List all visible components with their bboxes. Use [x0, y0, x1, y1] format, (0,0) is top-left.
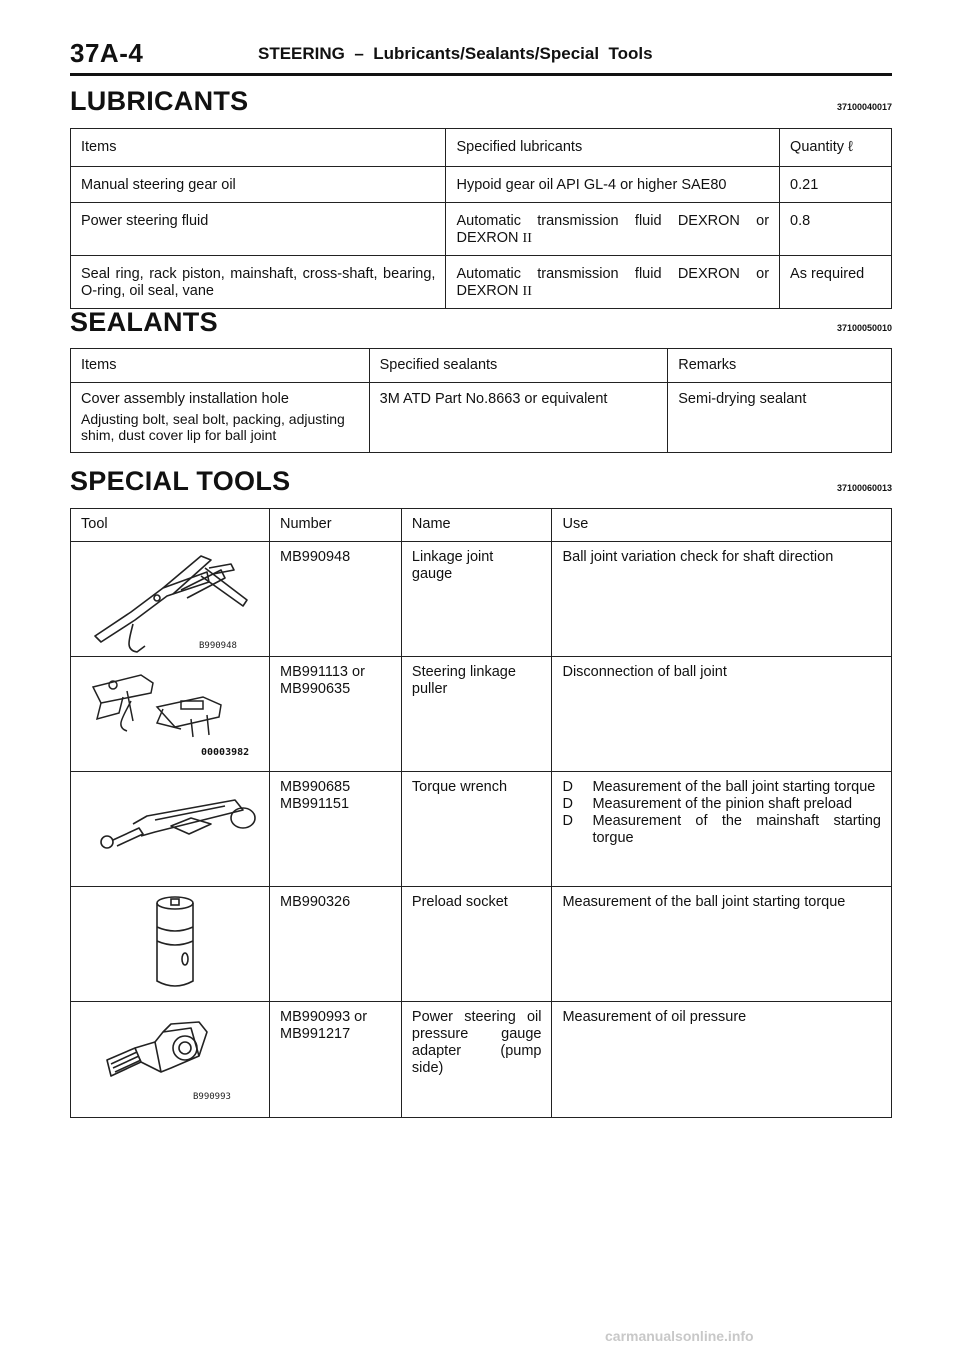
special-tools-table — [70, 508, 892, 1118]
linkage-joint-gauge-icon — [71, 542, 269, 656]
bullet-icon: D — [562, 779, 573, 795]
table-row — [71, 657, 892, 772]
lubricants-code: 37100040017 — [836, 102, 892, 112]
lub-spec: Hypoid gear oil API GL-4 or higher SAE80 — [446, 167, 780, 203]
tool-image-cell — [71, 887, 270, 1002]
lub-item: Power steering fluid — [71, 203, 446, 256]
seal-item-line1: Cover assembly installation hole — [81, 391, 289, 407]
tool-number: MB990948 — [270, 542, 402, 657]
header-number: Number — [270, 509, 402, 542]
preload-socket-icon — [71, 887, 269, 1001]
table-row — [71, 1002, 892, 1118]
tool-image-cell — [71, 542, 270, 657]
special-tools-heading: SPECIAL TOOLS — [70, 466, 291, 496]
tool-number: MB991113 or MB990635 — [270, 657, 402, 772]
header-quantity: Quantity ℓ — [780, 129, 892, 167]
table-row — [71, 203, 892, 256]
page-title: STEERING – Lubricants/Sealants/Special Tools — [258, 44, 653, 63]
pressure-gauge-adapter-icon — [71, 1002, 269, 1117]
page-number: 37A-4 — [70, 38, 144, 68]
header-tool: Tool — [71, 509, 270, 542]
sealants-heading: SEALANTS — [70, 307, 218, 337]
use-bullet-list — [562, 779, 881, 847]
bullet-icon: D — [562, 813, 573, 829]
tool-image-label: B990993 — [193, 1092, 231, 1102]
lubricants-heading: LUBRICANTS — [70, 86, 249, 116]
table-row — [71, 542, 892, 657]
steering-linkage-puller-icon — [71, 657, 269, 771]
tool-number: MB990993 or MB991217 — [270, 1002, 402, 1118]
watermark[interactable]: carmanualsonline.info — [605, 1328, 754, 1344]
seal-item — [71, 383, 370, 453]
lub-spec-suffix: II — [522, 284, 532, 299]
table-row — [71, 383, 892, 453]
lub-qty: 0.21 — [780, 167, 892, 203]
header-specified-sealants: Specified sealants — [369, 349, 668, 383]
bullet-text: Measurement of the ball joint starting torque — [592, 779, 876, 795]
list-item — [562, 813, 881, 847]
tool-image-label: 00003982 — [201, 747, 250, 758]
tool-use: Ball joint variation check for shaft direction — [552, 542, 892, 657]
header-divider — [70, 73, 892, 76]
table-row — [71, 887, 892, 1002]
tool-image-label: B990948 — [199, 641, 237, 651]
lub-spec-text: Automatic transmission fluid DEXRON or DEXRON — [456, 266, 770, 299]
lub-spec — [446, 203, 780, 256]
lub-spec — [446, 256, 780, 309]
header-specified-lubricants: Specified lubricants — [446, 129, 780, 167]
lub-item: Manual steering gear oil — [71, 167, 446, 203]
special-tools-code: 37100060013 — [836, 483, 892, 493]
seal-item-line2: Adjusting bolt, seal bolt, packing, adjusting shim, dust cover lip for ball joint — [81, 411, 345, 443]
table-header-row — [71, 509, 892, 542]
bullet-icon: D — [562, 796, 573, 812]
lubricants-table — [70, 128, 892, 309]
tool-number: MB990326 — [270, 887, 402, 1002]
tool-name: Linkage joint gauge — [401, 542, 552, 657]
sealants-code: 37100050010 — [836, 323, 892, 333]
bullet-text: Measurement of the pinion shaft preload — [592, 796, 853, 812]
tool-image-cell — [71, 1002, 270, 1118]
table-row — [71, 256, 892, 309]
list-item — [562, 796, 881, 813]
tool-name: Torque wrench — [401, 772, 552, 887]
seal-spec: 3M ATD Part No.8663 or equivalent — [369, 383, 668, 453]
sealants-table — [70, 348, 892, 453]
table-header-row — [71, 349, 892, 383]
header-items: Items — [71, 129, 446, 167]
header-use: Use — [552, 509, 892, 542]
table-row — [71, 772, 892, 887]
tool-use: Disconnection of ball joint — [552, 657, 892, 772]
lub-item: Seal ring, rack piston, mainshaft, cross-shaft, bearing, O-ring, oil seal, vane — [71, 256, 446, 309]
table-row — [71, 167, 892, 203]
header-remarks: Remarks — [668, 349, 892, 383]
tool-use: Measurement of oil pressure — [552, 1002, 892, 1118]
tool-image-cell — [71, 657, 270, 772]
tool-name: Steering linkage puller — [401, 657, 552, 772]
header-name: Name — [401, 509, 552, 542]
tool-number: MB990685 MB991151 — [270, 772, 402, 887]
seal-remarks: Semi-drying sealant — [668, 383, 892, 453]
torque-wrench-icon — [71, 772, 269, 886]
header-items: Items — [71, 349, 370, 383]
lub-spec-text: Automatic transmission fluid DEXRON or DEXRON — [456, 213, 770, 246]
tool-name: Power steering oil pressure gauge adapter (pump side) — [401, 1002, 552, 1118]
lub-qty: As required — [780, 256, 892, 309]
bullet-text: Measurement of the mainshaft starting torgue — [592, 813, 881, 846]
tool-use — [552, 772, 892, 887]
tool-use: Measurement of the ball joint starting torque — [552, 887, 892, 1002]
tool-name: Preload socket — [401, 887, 552, 1002]
list-item — [562, 779, 881, 796]
lub-qty: 0.8 — [780, 203, 892, 256]
table-header-row — [71, 129, 892, 167]
page-header — [70, 38, 892, 72]
lub-spec-suffix: II — [522, 231, 532, 246]
tool-image-cell — [71, 772, 270, 887]
